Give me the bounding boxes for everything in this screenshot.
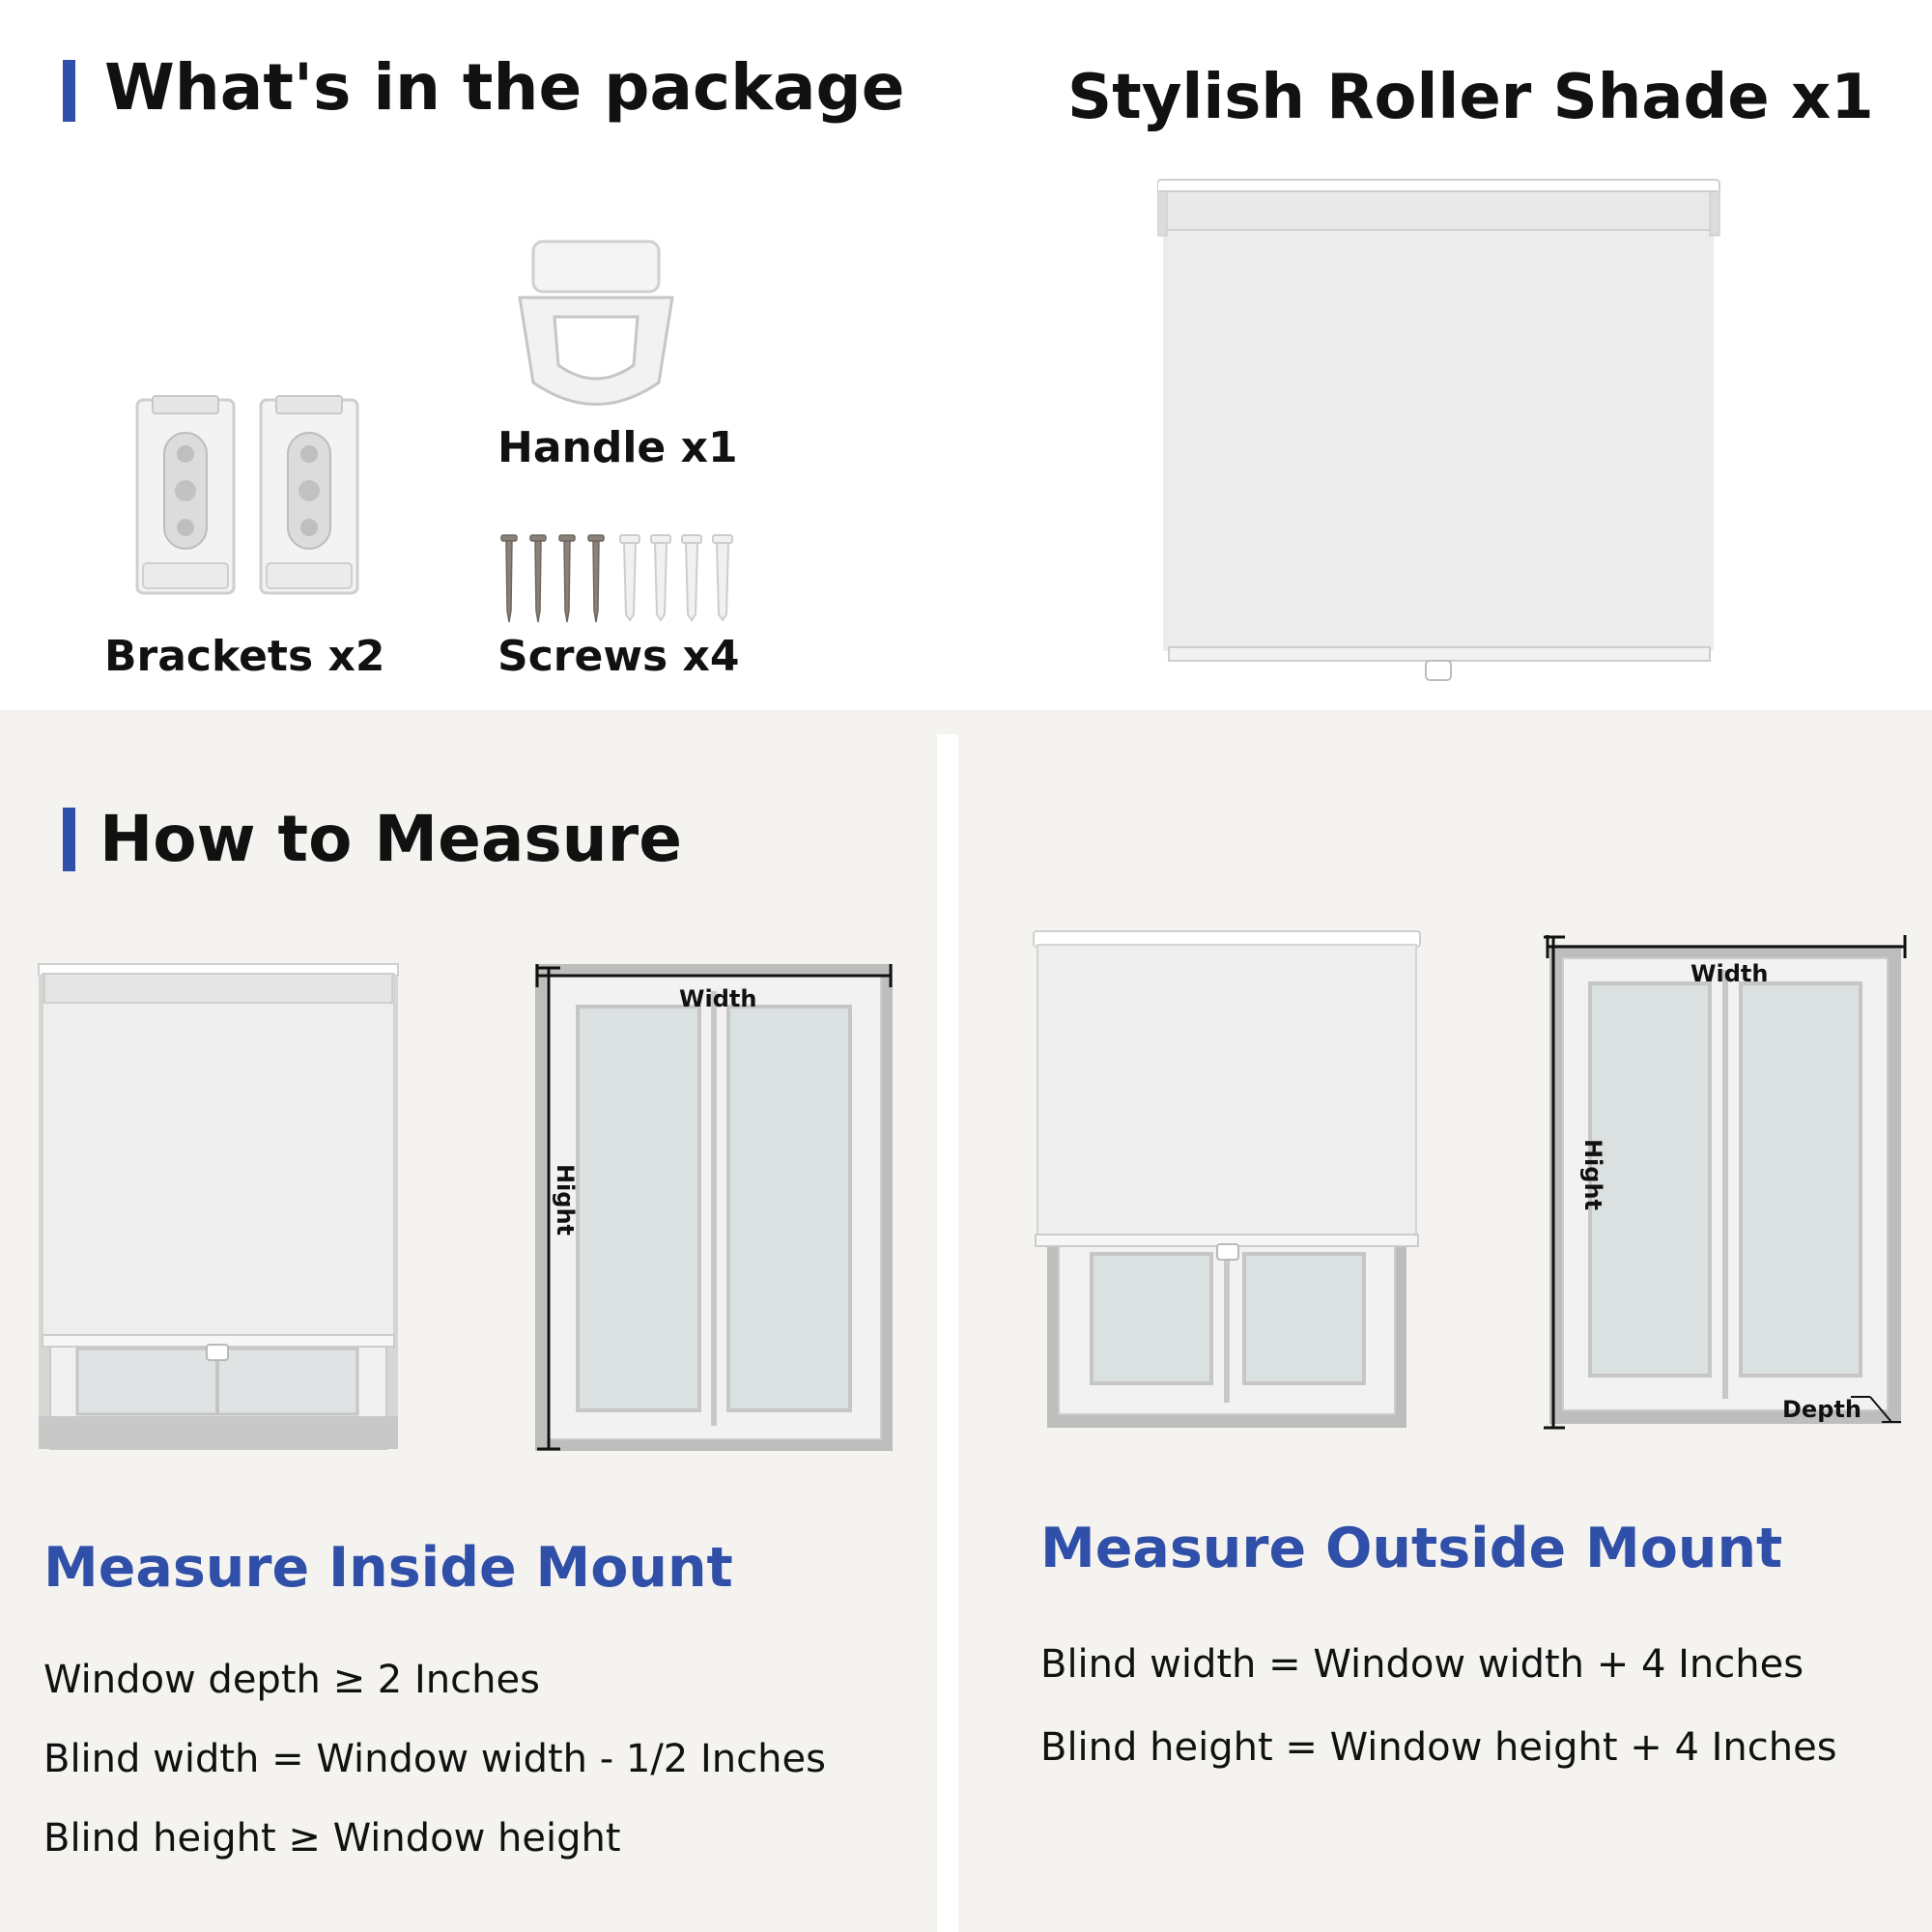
measure-accent-bar	[63, 808, 75, 871]
shade-title: Stylish Roller Shade x1	[1067, 62, 1874, 133]
screws-label: Screws x4	[497, 632, 740, 681]
outside-width-label: Width	[1690, 960, 1769, 987]
outside-mount-shade-diagram	[1032, 929, 1422, 1430]
inside-mount-title: Measure Inside Mount	[43, 1536, 733, 1600]
inside-line-3: Blind height ≥ Window height	[43, 1816, 621, 1861]
inside-height-label: Hight	[552, 1163, 580, 1236]
panel-divider	[937, 734, 958, 1932]
heading-accent-bar	[63, 60, 75, 122]
bracket-icon	[133, 394, 365, 602]
measure-title: How to Measure	[99, 802, 682, 876]
inside-width-label: Width	[679, 985, 757, 1012]
brackets-label: Brackets x2	[104, 632, 385, 681]
handle-label: Handle x1	[497, 423, 738, 472]
package-title: What's in the package	[104, 50, 905, 125]
outside-mount-title: Measure Outside Mount	[1040, 1517, 1783, 1580]
inside-mount-window-diagram	[533, 962, 895, 1455]
outside-line-1: Blind width = Window width + 4 Inches	[1040, 1642, 1804, 1687]
outside-line-2: Blind height = Window height + 4 Inches	[1040, 1725, 1837, 1770]
section-divider	[0, 710, 1932, 734]
inside-line-1: Window depth ≥ 2 Inches	[43, 1658, 540, 1702]
inside-mount-shade-diagram	[37, 962, 402, 1453]
outside-depth-label: Depth	[1782, 1396, 1861, 1423]
outside-height-label: Hight	[1579, 1138, 1607, 1211]
screw-icon	[497, 533, 744, 625]
roller-shade-image	[1157, 178, 1721, 699]
inside-line-2: Blind width = Window width - 1/2 Inches	[43, 1737, 826, 1781]
handle-icon	[514, 238, 678, 412]
